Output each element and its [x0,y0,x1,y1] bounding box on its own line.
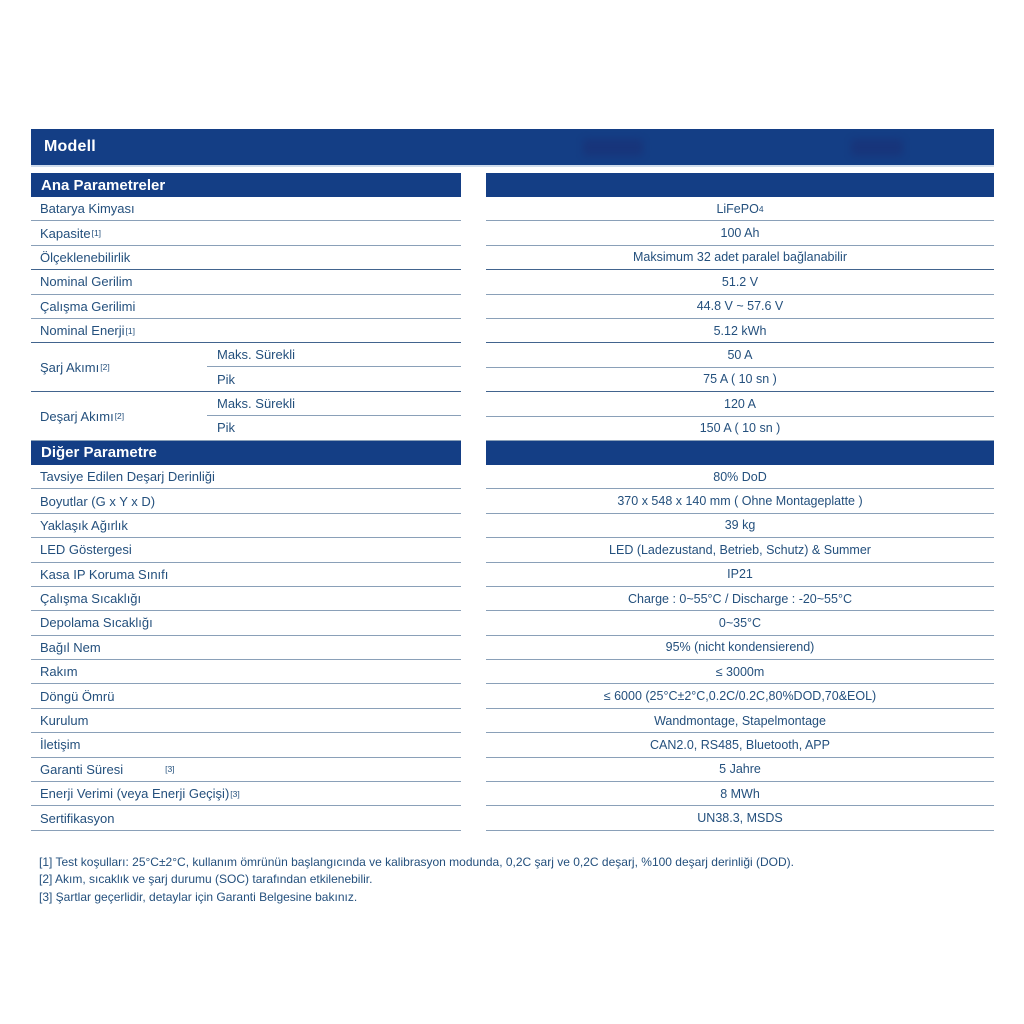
param-label-wrap [31,392,207,440]
footnote-ref: [2] [100,362,110,373]
param-label-cell [31,758,461,782]
param-value-cell [486,295,994,319]
param-label-cell [31,660,461,684]
param-label-cell [31,806,461,830]
param-label-cell [31,295,461,319]
spec-row [31,587,994,611]
param-label-cell [31,319,461,343]
param-label-cell [31,392,461,441]
param-value-cell [486,709,994,733]
param-value: ≤ 6000 (25°C±2°C,0.2C/0.2C,80%DOD,70&EOL) [603,689,877,704]
param-label: Boyutlar (G x Y x D) [40,493,156,509]
param-value-cell [486,270,994,294]
param-label: Şarj Akımı [40,359,100,375]
param-label-cell [31,587,461,611]
param-label-cell [31,221,461,245]
param-value-cell [486,246,994,270]
param-label: Depolama Sıcaklığı [40,615,153,631]
sub-param-label: Maks. Sürekli [207,343,461,367]
param-value-cell [486,611,994,635]
section-header-value-bar [486,173,994,197]
param-label: Çalışma Sıcaklığı [40,591,142,607]
spec-row [31,782,994,806]
param-label: Kasa IP Koruma Sınıfı [40,566,169,582]
spec-row-group [31,392,994,441]
param-value: 5 Jahre [719,762,761,777]
spec-row [31,733,994,757]
param-value: IP21 [727,567,753,582]
param-value-cell [486,343,994,392]
spec-row [31,538,994,562]
param-label-cell [31,709,461,733]
param-label: Kapasite [40,225,91,241]
param-label: Garanti Süresi [40,761,124,777]
param-value: Maksimum 32 adet paralel bağlanabilir [632,250,847,265]
spec-row [31,684,994,708]
param-label: İletişim [40,737,81,753]
footnote-ref: [2] [114,411,125,422]
param-label: Bağıl Nem [40,639,101,655]
section-header-row [31,173,994,197]
param-label: Çalışma Gerilimi [40,298,136,314]
spec-row [31,465,994,489]
param-value: 150 A ( 10 sn ) [699,421,781,436]
footnotes [31,854,994,907]
section-header-value-bar [486,441,994,465]
param-value-cell [486,660,994,684]
param-label-cell [31,733,461,757]
param-label: Batarya Kimyası [40,201,135,217]
param-label: Enerji Verimi (veya Enerji Geçişi) [40,786,230,802]
param-label-cell [31,197,461,221]
spec-row [31,514,994,538]
param-label: Rakım [40,664,78,680]
param-label-cell [31,343,461,392]
param-label: Ölçeklenebilirlik [40,249,131,265]
param-label-cell [31,270,461,294]
param-value-cell [486,319,994,343]
param-label-cell [31,684,461,708]
spec-row [31,489,994,513]
section-rows [31,465,994,831]
param-value: 80% DoD [713,469,767,484]
param-value: 8 MWh [720,786,760,801]
param-value: 51.2 V [721,274,759,289]
param-value-cell [486,197,994,221]
sub-param-label: Pik [217,420,236,436]
param-value-cell [486,489,994,513]
param-label: Nominal Enerji [40,323,125,339]
param-value: 39 kg [724,518,756,533]
param-value-cell [486,636,994,660]
param-value: 5.12 kWh [713,323,767,338]
param-value-subscript: 4 [758,203,764,214]
param-label-wrap [31,343,207,391]
param-value: 44.8 V ~ 57.6 V [696,299,784,314]
spec-row [31,221,994,245]
param-value: 120 A [486,392,994,416]
spec-row [31,246,994,270]
sub-param-label: Pik [217,371,236,387]
spec-row [31,758,994,782]
param-label-cell [31,489,461,513]
spec-row [31,295,994,319]
param-label-cell [31,782,461,806]
model-header-bar [31,129,994,165]
footnote-ref: [1] [125,325,135,336]
spec-row [31,636,994,660]
spec-row [31,563,994,587]
footnote-line: [2] Akım, sıcaklık ve şarj durumu (SOC) tarafından etkilenebilir. [39,872,373,887]
param-value: Charge : 0~55°C / Discharge : -20~55°C [627,591,852,606]
param-value: CAN2.0, RS485, Bluetooth, APP [650,737,830,752]
section-rows [31,197,994,441]
param-value: 100 Ah [720,226,760,241]
param-value: UN38.3, MSDS [697,811,783,826]
param-value: ≤ 3000m [715,664,765,679]
param-label-cell [31,563,461,587]
param-value-cell [486,221,994,245]
param-label: Yaklaşık Ağırlık [40,517,128,533]
param-label: Tavsiye Edilen Deşarj Derinliği [40,469,215,485]
section-header-row [31,441,994,465]
param-value: Wandmontage, Stapelmontage [654,713,826,728]
param-value: 0~35°C [718,615,762,630]
param-value: LED (Ladezustand, Betrieb, Schutz) & Summer [609,542,871,557]
model-header-title: Modell [44,138,96,155]
param-value-cell [486,684,994,708]
section-title: Ana Parametreler [41,176,166,194]
spec-row [31,660,994,684]
param-value-cell [486,563,994,587]
param-value-cell [486,587,994,611]
section-header-label-bar [31,441,461,465]
spec-row [31,611,994,635]
param-value-cell [486,514,994,538]
param-value: 370 x 548 x 140 mm ( Ohne Montageplatte ) [617,494,863,509]
param-label-cell [31,465,461,489]
spec-sections [31,173,994,831]
spec-sheet [31,129,994,906]
spec-row [31,197,994,221]
spec-section [31,441,994,831]
param-value-cell [486,733,994,757]
section-header-label-bar [31,173,461,197]
param-label: LED Göstergesi [40,542,132,558]
footnote-ref: [3] [165,764,175,775]
param-label-cell [31,538,461,562]
param-label: Nominal Gerilim [40,274,133,290]
param-value: 75 A ( 10 sn ) [703,372,777,387]
param-value: LiFePO [716,201,759,216]
param-value-cell [486,806,994,830]
spec-row [31,709,994,733]
param-value-cell [486,392,994,441]
param-label-cell [31,246,461,270]
param-value-cell [486,758,994,782]
sub-param-label: Maks. Sürekli [207,392,461,416]
section-title: Diğer Parametre [41,444,157,462]
param-label: Deşarj Akımı [40,408,114,424]
param-label-cell [31,636,461,660]
footnote-ref: [1] [91,228,102,239]
param-label-cell [31,514,461,538]
redacted-model-name-2 [851,139,903,156]
footnote-line: [1] Test koşulları: 25°C±2°C, kullanım ömrünün başlangıcında ve kalibrasyon modunda, 0,2C şarj ve 0,2C deşarj, %100 deşarj derinliği (DOD). [39,854,794,869]
param-value-cell [486,782,994,806]
footnote-ref: [3] [230,788,240,799]
param-label-cell [31,611,461,635]
param-label: Döngü Ömrü [40,688,115,704]
footnote-line: [3] Şartlar geçerlidir, detaylar için Garanti Belgesine bakınız. [39,889,358,904]
redacted-model-name-1 [583,139,643,156]
param-label: Kurulum [40,713,89,729]
param-value-cell [486,465,994,489]
spec-row [31,270,994,294]
spec-row-group [31,343,994,392]
param-label: Sertifikasyon [40,810,115,826]
param-value: 50 A [486,343,994,367]
spec-row [31,319,994,343]
param-value-cell [486,538,994,562]
spec-row [31,806,994,830]
param-value: 95% (nicht kondensierend) [665,640,815,655]
spec-section [31,173,994,441]
